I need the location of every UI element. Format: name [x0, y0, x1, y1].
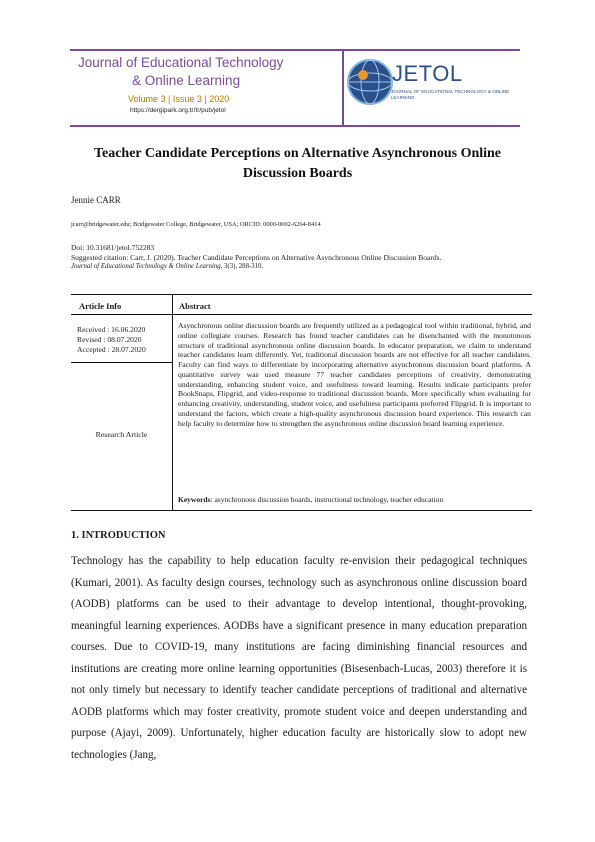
table-top-rule: [71, 294, 532, 295]
keywords-label: Keywords: [178, 495, 211, 504]
introduction-paragraph: Technology has the capability to help education faculty re-envision their pedagogical techniques (Kumari, 2001). As faculty design courses, technology such as asynchronous online discussion board (AODB) platforms can be used to their advantage to develop intentional, thought-provoking, meaningful learning experiences. AODBs have a significant presence in many education preparation courses. Due to COVID-19, many institutions are facing diminishing financial resources and institutions are creating more online learning opportunities (Bisesenbach-Lucas, 2003) therefore it is not only timely but necessary to identify teacher candidate perceptions of traditional and alternative AODB platforms which may foster creativity, promote student voice and deepen understanding and purpose (Ajayi, 2009). Unfortunately, higher education faculty are historically slow to adopt new technologies (Jang,: [71, 555, 527, 761]
journal-name-line1: Journal of Educational Technology: [78, 55, 284, 70]
keywords: [178, 495, 531, 504]
title-line-1: Teacher Candidate Perceptions on Alternative Asynchronous Online: [93, 146, 502, 161]
citation-volume-pages: , 3(3), 288-310.: [220, 263, 264, 270]
article-type: Research Article: [95, 430, 148, 439]
accepted-date: Accepted : 28.07.2020: [77, 345, 146, 354]
table-bottom-rule: [71, 510, 532, 511]
article-dates: [77, 325, 146, 355]
citation-journal: Journal of Educational Technology & Online Learning: [71, 263, 221, 270]
revised-date: Revised : 08.07.2020: [77, 335, 142, 344]
abstract-text: Asynchronous online discussion boards are frequently utilized as a pedagogical tool within traditional, hybrid, and online collegiate courses. Research has found teacher candidates can be disenchanted with the monotonous structure of traditional asynchronous online discussion boards. In educator preparation, we claim to understand teacher candidates learn differently. Yet, traditional discussion boards are not effective for all teacher candidates. Faculty can find ways to differentiate by incorporating alternative asynchronous discussion board platforms. A quantitative survey was used measure 77 teacher candidates perceptions of creativity, demonstrating understanding, enhancing student voice, and usefulness toward learning. Results indicate participants prefer BookSnaps, Flipgrid, and video-response to traditional discussion boards. More specifically when evaluating for enhancing creativity, understanding, student voice, and usefulness participants preferred Flipgrid. It is important to understand the factors, which create a high-quality asynchronous discussion board experience. This research can help faculty to determine how to strengthen the asynchronous online discussion board learning experience.: [178, 321, 531, 428]
suggested-citation: Suggested citation: Carr, J. (2020). Teacher Candidate Perceptions on Alternative Asynchronous Online Discussion Boards.: [71, 253, 442, 262]
header-top-rule: [70, 49, 520, 51]
header-divider: [342, 49, 344, 127]
table-header-rule: [71, 314, 532, 315]
author-name: Jennie CARR: [71, 195, 121, 205]
journal-name-line2: & Online Learning: [132, 73, 241, 88]
jetol-logo-icon: [345, 57, 395, 107]
journal-url[interactable]: https://dergipark.org.tr/tr/pub/jetol: [130, 107, 226, 114]
journal-header: [70, 49, 520, 129]
article-info-heading: Article Info: [79, 301, 122, 311]
table-column-divider: [172, 294, 173, 511]
logo-subtitle: JOURNAL OF EDUCATIONAL TECHNOLOGY & ONLINE LEARNING: [391, 89, 510, 100]
header-bottom-rule: [70, 125, 520, 127]
abstract-heading: Abstract: [179, 301, 211, 311]
received-date: Received : 16.06.2020: [77, 325, 146, 334]
article-info-table: [71, 294, 532, 511]
doi[interactable]: Doi: 10.31681/jetol.752283: [71, 243, 155, 252]
author-affiliation: jcarr@bridgewater.edu; Bridgewater College, Bridgewater, USA; ORCID: 0000-0002-6264-8414: [71, 221, 321, 228]
keywords-list: : asynchronous discussion boards, instructional technology, teacher education: [210, 495, 444, 504]
paper-title: [60, 144, 535, 184]
logo-wordmark: JETOL: [392, 61, 463, 86]
dates-separator: [71, 362, 172, 363]
title-line-2: Discussion Boards: [242, 166, 353, 181]
section-heading-introduction: 1. INTRODUCTION: [71, 530, 166, 541]
citation-source: [71, 263, 263, 270]
volume-issue: Volume 3 | Issue 3 | 2020: [128, 94, 230, 104]
